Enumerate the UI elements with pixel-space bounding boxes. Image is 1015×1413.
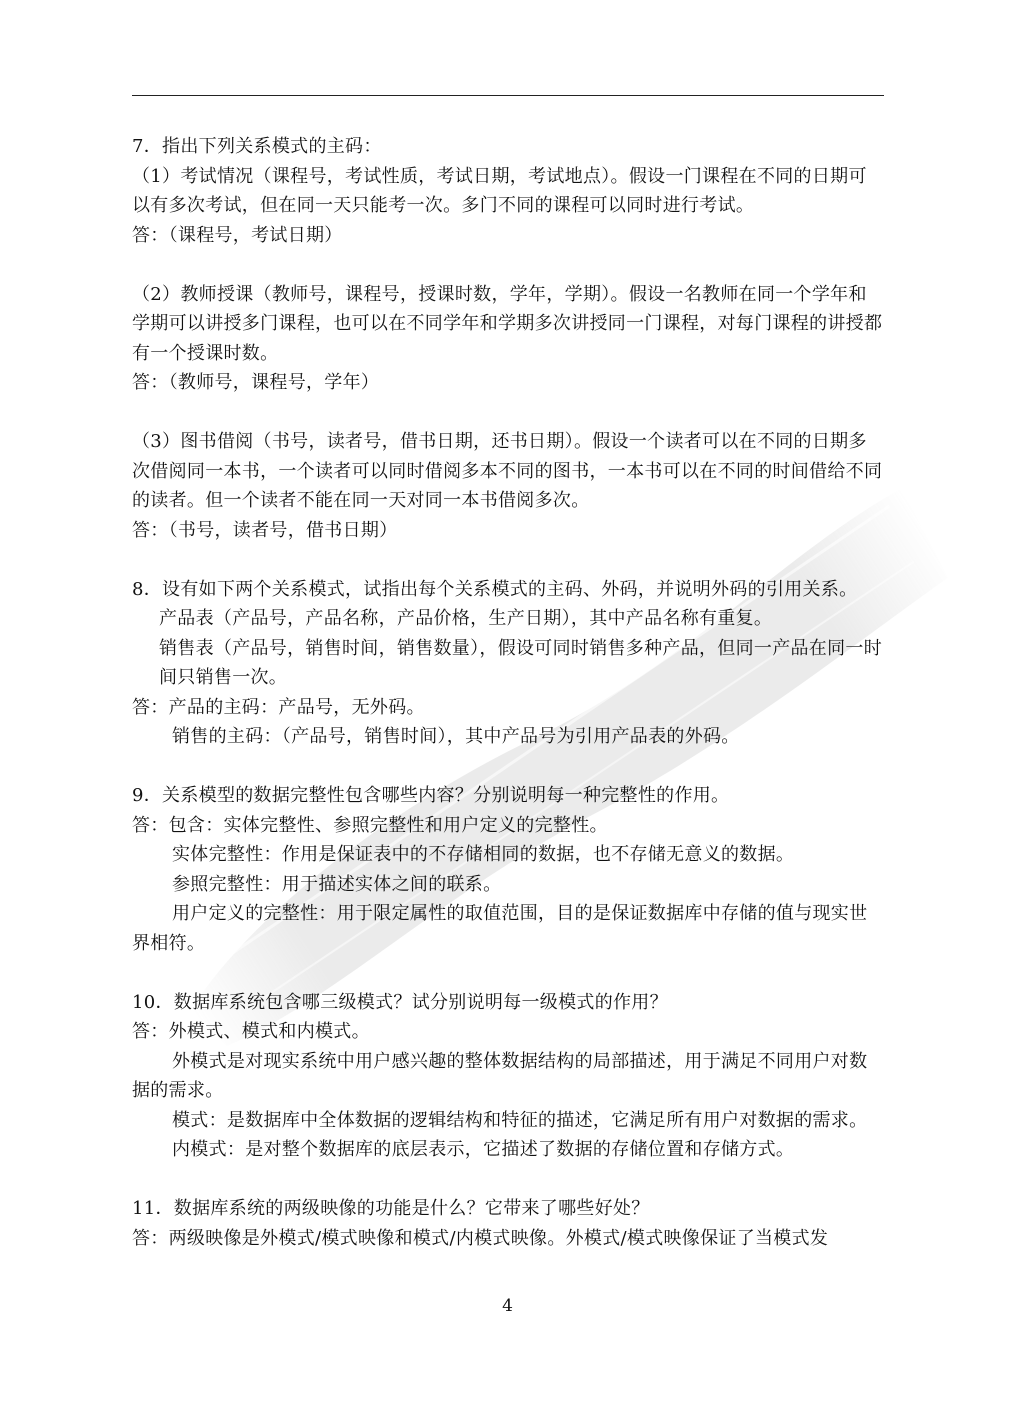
- question-7-answer-3: 答：（书号，读者号，借书日期）: [132, 519, 398, 541]
- question-8-table-1: 产品表（产品号，产品名称，产品价格，生产日期），其中产品名称有重复。: [159, 608, 773, 629]
- question-9-title: 9．关系模型的数据完整性包含哪些内容？分别说明每一种完整性的作用。: [132, 785, 730, 806]
- spacer: [132, 398, 884, 428]
- question-9-answer-4: 用户定义的完整性：用于限定属性的取值范围，目的是保证数据库中存储的值与现实世界相符。: [132, 903, 868, 954]
- spacer: [132, 752, 884, 782]
- question-7-part-2: （2）教师授课（教师号，课程号，授课时数，学年，学期）。假设一名教师在同一个学年和学期可以讲授多门课程，也可以在不同学年和学期多次讲授同一门课程，对每门课程的讲授都有一个授课时数。: [132, 283, 883, 364]
- spacer: [132, 958, 884, 988]
- question-8-table-2: 销售表（产品号，销售时间，销售数量），假设可同时销售多种产品，但同一产品在同一时间只销售一次。: [159, 637, 882, 688]
- question-11-title: 11．数据库系统的两级映像的功能是什么？它带来了哪些好处？: [132, 1198, 650, 1219]
- question-7-part-1: （1）考试情况（课程号，考试性质，考试日期，考试地点）。假设一门课程在不同的日期可以有多次考试，但在同一天只能考一次。多门不同的课程可以同时进行考试。: [132, 165, 867, 216]
- spacer: [132, 545, 884, 575]
- question-8-answer-2: 销售的主码：（产品号，销售时间），其中产品号为引用产品表的外码。: [172, 726, 740, 747]
- question-7-title: 7．指出下列关系模式的主码：: [132, 136, 382, 157]
- question-8-answer-1: 答：产品的主码：产品号，无外码。: [132, 696, 425, 718]
- question-10-answer-1: 答：外模式、模式和内模式。: [132, 1021, 370, 1042]
- spacer: [132, 250, 884, 280]
- question-9-answer-2: 实体完整性：作用是保证表中的不存储相同的数据，也不存储无意义的数据。: [172, 844, 795, 865]
- question-8-title: 8．设有如下两个关系模式，试指出每个关系模式的主码、外码，并说明外码的引用关系。: [132, 578, 858, 600]
- question-7-part-3: （3）图书借阅（书号，读者号，借书日期，还书日期）。假设一个读者可以在不同的日期多次借阅同一本书，一个读者可以同时借阅多本不同的图书，一本书可以在不同的时间借给不同的读者。但一个读者不能在同一天对同一本书借阅多次。: [132, 431, 883, 511]
- question-10-answer-2: 外模式是对现实系统中用户感兴趣的整体数据结构的局部描述，用于满足不同用户对数据的需求。: [132, 1050, 868, 1101]
- header-rule: [132, 95, 884, 96]
- question-9-answer-1: 答：包含：实体完整性、参照完整性和用户定义的完整性。: [132, 814, 608, 836]
- spacer: [132, 1165, 884, 1195]
- question-9-answer-3: 参照完整性：用于描述实体之间的联系。: [172, 873, 502, 895]
- question-10-title: 10．数据库系统包含哪三级模式？试分别说明每一级模式的作用？: [132, 991, 668, 1013]
- question-7-answer-1: 答：（课程号，考试日期）: [132, 224, 343, 246]
- question-7-answer-2: 答：（教师号，课程号，学年）: [132, 372, 380, 393]
- question-10-answer-3: 模式：是数据库中全体数据的逻辑结构和特征的描述，它满足所有用户对数据的需求。: [172, 1109, 868, 1131]
- page-number: 4: [502, 1296, 513, 1316]
- question-10-answer-4: 内模式：是对整个数据库的底层表示，它描述了数据的存储位置和存储方式。: [172, 1139, 795, 1160]
- question-11-answer-1: 答：两级映像是外模式/模式映像和模式/内模式映像。外模式/模式映像保证了当模式发: [132, 1227, 829, 1249]
- page-content: [132, 132, 884, 1253]
